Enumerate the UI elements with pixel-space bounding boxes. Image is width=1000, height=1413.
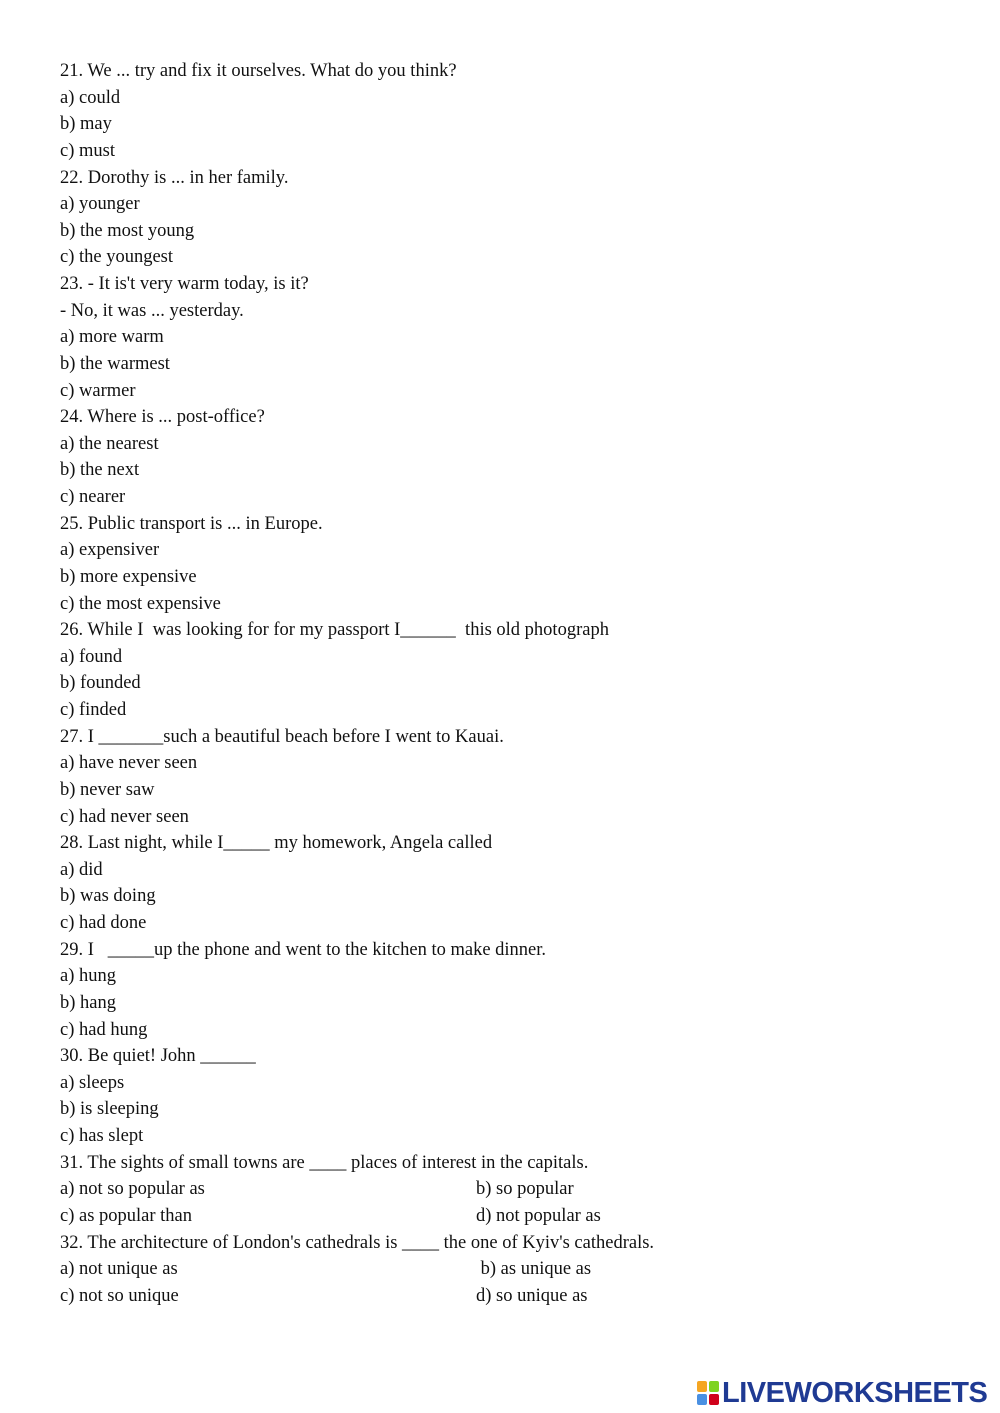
option-b[interactable]: b) may [60,114,112,135]
option-c[interactable]: c) the youngest [60,247,174,268]
option-a[interactable]: a) not so popular as [60,1179,205,1200]
question-30 [60,1043,960,1150]
question-text: 31. The sights of small towns are ____ places of interest in the capitals. [60,1152,589,1173]
liveworksheets-logo [697,1377,987,1409]
question-26 [60,617,960,724]
question-text: 27. I _______such a beautiful beach before I went to Kauai. [60,726,504,747]
question-text: 29. I _____up the phone and went to the kitchen to make dinner. [60,939,547,960]
option-d[interactable]: d) so unique as [476,1285,588,1306]
option-c[interactable]: c) not so unique [60,1285,179,1306]
question-text-line-2: - No, it was ... yesterday. [60,300,244,321]
option-c[interactable]: c) as popular than [60,1205,193,1226]
option-d[interactable]: d) not popular as [476,1205,601,1226]
option-a[interactable]: a) younger [60,194,140,215]
option-row [60,1256,960,1283]
logo-square-2 [709,1381,719,1392]
option-b[interactable]: b) the most young [60,220,195,241]
question-27 [60,724,960,831]
option-row [60,1176,960,1203]
option-b[interactable]: b) founded [60,673,141,694]
option-c[interactable]: c) must [60,140,115,161]
option-row [60,1283,960,1310]
option-c[interactable]: c) has slept [60,1126,144,1146]
question-text: 24. Where is ... post-office? [60,407,265,428]
option-a[interactable]: a) did [60,859,103,880]
question-text: 28. Last night, while I_____ my homework, Angela called [60,833,493,854]
question-25 [60,511,960,618]
option-a[interactable]: a) the nearest [60,433,159,454]
question-text: 30. Be quiet! John ______ [60,1046,256,1067]
question-32 [60,1230,960,1310]
option-a[interactable]: a) found [60,646,123,667]
option-b[interactable]: b) as unique as [476,1259,592,1280]
option-row [60,1203,960,1230]
option-a[interactable]: a) could [60,87,121,108]
logo-square-4 [709,1394,719,1405]
option-b[interactable]: b) the next [60,460,140,481]
question-24 [60,404,960,511]
option-c[interactable]: c) nearer [60,487,126,507]
question-text: 23. - It is't very warm today, is it? [60,274,309,294]
option-c[interactable]: c) had done [60,913,147,933]
option-a[interactable]: a) hung [60,966,116,987]
option-b[interactable]: b) more expensive [60,566,197,587]
option-c[interactable]: c) finded [60,700,127,720]
option-a[interactable]: a) sleeps [60,1072,125,1093]
option-a[interactable]: a) not unique as [60,1259,178,1280]
question-text: 21. We ... try and fix it ourselves. What do you think? [60,61,457,81]
question-23 [60,271,960,404]
option-a[interactable]: a) more warm [60,327,164,348]
question-text: 26. While I was looking for for my passport I______ this old photograph [60,620,609,641]
logo-square-1 [697,1381,707,1392]
option-b[interactable]: b) hang [60,992,116,1013]
option-b[interactable]: b) was doing [60,886,156,907]
logo-square-3 [697,1394,707,1405]
question-text: 25. Public transport is ... in Europe. [60,513,323,534]
option-b[interactable]: b) is sleeping [60,1099,159,1120]
option-b[interactable]: b) so popular [476,1179,574,1200]
question-31 [60,1150,960,1230]
brand-logo-icon [697,1381,719,1405]
question-28 [60,830,960,937]
option-c[interactable]: c) the most expensive [60,593,221,614]
brand-text: LIVEWORKSHEETS [722,1376,988,1409]
question-22 [60,165,960,272]
option-b[interactable]: b) never saw [60,779,155,800]
option-c[interactable]: c) warmer [60,380,136,401]
option-a[interactable]: a) have never seen [60,753,198,774]
question-text: 22. Dorothy is ... in her family. [60,167,289,188]
option-a[interactable]: a) expensiver [60,540,160,561]
option-c[interactable]: c) had never seen [60,806,189,827]
worksheet [60,58,960,1309]
question-29 [60,937,960,1044]
question-21 [60,58,960,165]
option-c[interactable]: c) had hung [60,1019,148,1040]
option-b[interactable]: b) the warmest [60,353,170,374]
question-text: 32. The architecture of London's cathedrals is ____ the one of Kyiv's cathedrals. [60,1232,655,1253]
